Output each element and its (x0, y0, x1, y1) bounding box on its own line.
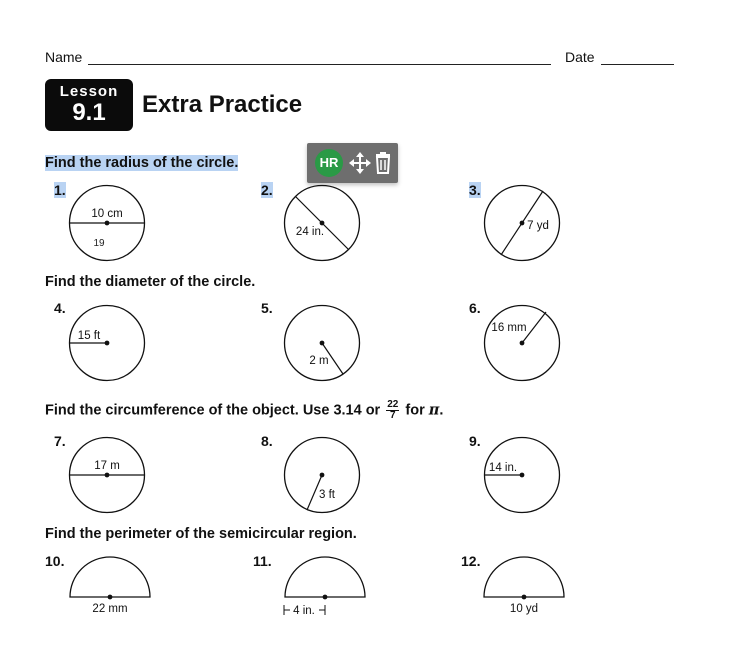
problem-3-circle (480, 184, 564, 264)
problem-10-semicircle (66, 554, 154, 618)
annotation-toolbar (307, 143, 398, 183)
instruction-diameter: Find the diameter of the circle. (45, 274, 256, 290)
instruction-circumference: Find the circumference of the object. Use 3.14 or $\frac{22}{7}$ for π. (45, 399, 444, 421)
date-label: Date (565, 49, 595, 65)
problem-8-circle (280, 436, 364, 516)
problem-5-number: 5. (261, 300, 273, 316)
problem-12-number: 12. (461, 553, 481, 569)
name-field-line[interactable] (88, 64, 551, 65)
problem-12-label: 10 yd (509, 603, 539, 615)
problem-4-label: 15 ft (77, 330, 101, 342)
trash-icon[interactable] (372, 151, 394, 175)
problem-11-semicircle (281, 554, 369, 618)
problem-10-number: 10. (45, 553, 65, 569)
problem-6-circle (480, 304, 564, 384)
problem-7-circle (65, 436, 149, 516)
instruction-perimeter: Find the perimeter of the semicircular region. (45, 526, 357, 542)
fraction-22-over-7: $\frac{22}{7}$ (387, 399, 399, 421)
problem-10-label: 22 mm (92, 603, 128, 615)
problem-2-label: 24 in. (295, 226, 325, 238)
lesson-badge (45, 79, 133, 131)
instruction-radius: Find the radius of the circle. (45, 155, 239, 171)
problem-7-label: 17 m (94, 460, 120, 472)
problem-2-circle (280, 184, 364, 264)
problem-11-label: 4 in. (293, 605, 315, 617)
problem-7-number: 7. (54, 433, 66, 449)
user-avatar[interactable]: HR (315, 149, 343, 177)
move-icon[interactable] (349, 151, 371, 175)
problem-12-semicircle (480, 554, 568, 618)
problem-9-label: 14 in. (488, 462, 518, 474)
problem-1-number: 1. (54, 182, 66, 198)
date-field-line[interactable] (601, 64, 674, 65)
problem-4-number: 4. (54, 300, 66, 316)
problem-1-note: 19 (93, 238, 105, 249)
problem-4-circle (65, 304, 149, 384)
problem-5-circle (280, 304, 364, 384)
problem-11-number: 11. (253, 553, 272, 569)
problem-8-number: 8. (261, 433, 273, 449)
problem-1-label: 10 cm (91, 208, 123, 220)
problem-3-label: 7 yd (527, 220, 549, 232)
problem-6-label: 16 mm (491, 322, 527, 334)
problem-6-number: 6. (469, 300, 481, 316)
problem-9-circle (480, 436, 564, 516)
page-title: Extra Practice (142, 91, 303, 118)
problem-3-number: 3. (469, 182, 481, 198)
problem-5-label: 2 m (309, 355, 329, 367)
name-label: Name (45, 49, 83, 65)
problem-8-label: 3 ft (319, 489, 335, 501)
lesson-badge-label: Lesson (59, 83, 119, 100)
lesson-badge-number: 9.1 (72, 99, 106, 126)
problem-9-number: 9. (469, 433, 481, 449)
problem-1-circle (65, 184, 149, 264)
problem-2-number: 2. (261, 182, 273, 198)
